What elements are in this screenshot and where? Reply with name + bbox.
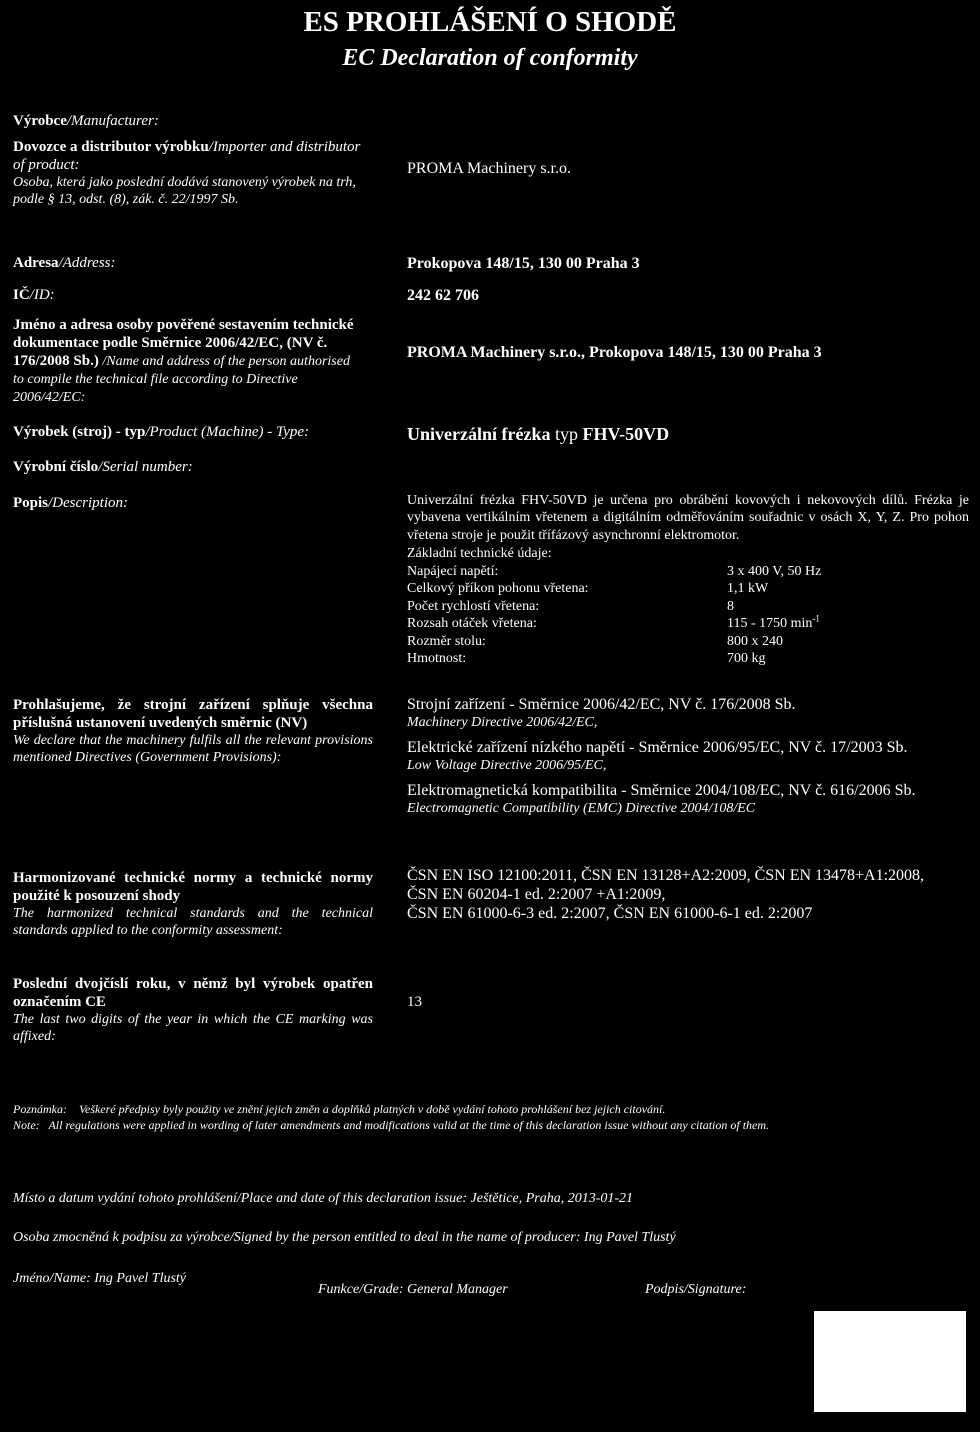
spec-row: Napájecí napětí: 3 x 400 V, 50 Hz — [407, 564, 822, 579]
specs-table — [407, 563, 867, 667]
page-subtitle: EC Declaration of conformity — [342, 45, 638, 71]
authorised-person-label: Jméno a adresa osoby pověřené sestavením technické dokumentace podle Směrnice 2006/42/EC, (NV č. 176/2008 Sb.) /Name and address of the person authorised to compile the technical file according to Directive 2006/42/EC: — [13, 317, 354, 405]
place-date: Místo a datum vydání tohoto prohlášení/Place and date of this declaration issue: Ještětice, Praha, 2013-01-21 — [13, 1191, 634, 1206]
signer-name: Jméno/Name: Ing Pavel Tlustý — [13, 1271, 187, 1286]
signed-by: Osoba zmocněná k podpisu za výrobce/Signed by the person entitled to deal in the name of producer: Ing Pavel Tlustý — [13, 1230, 676, 1245]
id-label: IČ/ID: — [13, 287, 55, 303]
signature-label: Podpis/Signature: — [645, 1282, 747, 1297]
ce-year-value: 13 — [407, 994, 422, 1010]
page-title: ES PROHLÁŠENÍ O SHODĚ — [303, 6, 677, 38]
note-cz: Poznámka: Veškeré předpisy byly použity ve znění jejich změn a doplňků platných v době vydání tohoto prohlášení bez jejich citování. — [13, 1102, 666, 1116]
note-en: Note: All regulations were applied in wording of later amendments and modifications valid at the time of this declaration issue without any citation of them. — [13, 1118, 770, 1132]
authorised-person-value: PROMA Machinery s.r.o., Prokopova 148/15, 130 00 Praha 3 — [407, 344, 822, 361]
importer-value: PROMA Machinery s.r.o. — [407, 160, 571, 177]
id-value: 242 62 706 — [407, 287, 479, 304]
importer-note: Osoba, která jako poslední dodává stanovený výrobek na trh, podle § 13, odst. (8), zák. č. 22/1997 Sb. — [13, 175, 356, 207]
signature-box — [814, 1311, 966, 1412]
spec-row: Rozsah otáček vřetena: 115 - 1750 $\min^{-1}$ — [407, 613, 820, 632]
manufacturer-label: Výrobce/Manufacturer: — [13, 113, 159, 129]
description-label: Popis/Description: — [13, 495, 129, 511]
standards-label: Harmonizované technické normy a technické normy použité k posouzení shody The harmonized technical standards and the technical standards applied to the conformity assessment: — [13, 870, 373, 938]
address-label: Adresa/Address: — [13, 255, 116, 271]
spec-row: Hmotnost: 700 kg — [407, 650, 766, 666]
product-value: Univerzální frézka typ FHV-50VD — [407, 424, 670, 444]
signer-grade: Funkce/Grade: General Manager — [318, 1282, 508, 1297]
importer-label: Dovozce a distributor výrobku/Importer and distributor of product: Osoba, která jako poslední dodává stanovený výrobek na trh, podle § 13, odst. (8), zák. č. 22/1997 Sb. — [13, 138, 368, 208]
description-text: Univerzální frézka FHV-50VD je určena pro obrábění kovových i nekovových dílů. Frézka je vybavena vertikálním vřetenem a digitálním odměřováním souřadnic v osách X, Y, Z. Pro pohon vřetena stroje je použit třífázový asynchronní elektromotor. — [407, 493, 969, 543]
declaration-label: Prohlašujeme, že strojní zařízení splňuje všechna příslušná ustanovení uvedených směrnic (NV) We declare that the machinery fulfils all the relevant provisions mentioned Directives (Government Provisions): — [13, 697, 373, 765]
specs-title: Základní technické údaje: — [407, 546, 552, 561]
spec-row: Celkový příkon pohonu vřetena: 1,1 kW — [407, 581, 769, 597]
spec-row: Počet rychlostí vřetena: 8 — [407, 598, 734, 614]
spec-row: Rozměr stolu: 800 x 240 — [407, 633, 783, 649]
product-label: Výrobek (stroj) - typ/Product (Machine) - Type: — [13, 424, 310, 440]
serial-label: Výrobní číslo/Serial number: — [13, 459, 193, 475]
ce-year-label: Poslední dvojčíslí roku, v němž byl výrobek opatřen označením CE The last two digits of the year in which the CE marking was affixed: — [13, 976, 373, 1044]
address-value: Prokopova 148/15, 130 00 Praha 3 — [407, 255, 640, 272]
standards-list: ČSN EN ISO 12100:2011, ČSN EN 13128+A2:2009, ČSN EN 13478+A1:2008, ČSN EN 60204-1 ed. 2:2007 +A1:2009, ČSN EN 61000-6-3 ed. 2:2007, ČSN EN 61000-6-1 ed. 2:2007 — [407, 867, 925, 922]
directives-list: Strojní zařízení - Směrnice 2006/42/EC, NV č. 176/2008 Sb. Machinery Directive 2006/42/EC, Elektrické zařízení nízkého napětí - Směrnice 2006/95/EC, NV č. 17/2003 Sb. Low Voltage Directive 2006/95/EC, Elektromagnetická kompatibilita - Směrnice 2004/108/EC, NV č. 616/2006 Sb. Electromagnetic Compatibility (EMC) Directive 2004/108/EC — [407, 696, 916, 816]
